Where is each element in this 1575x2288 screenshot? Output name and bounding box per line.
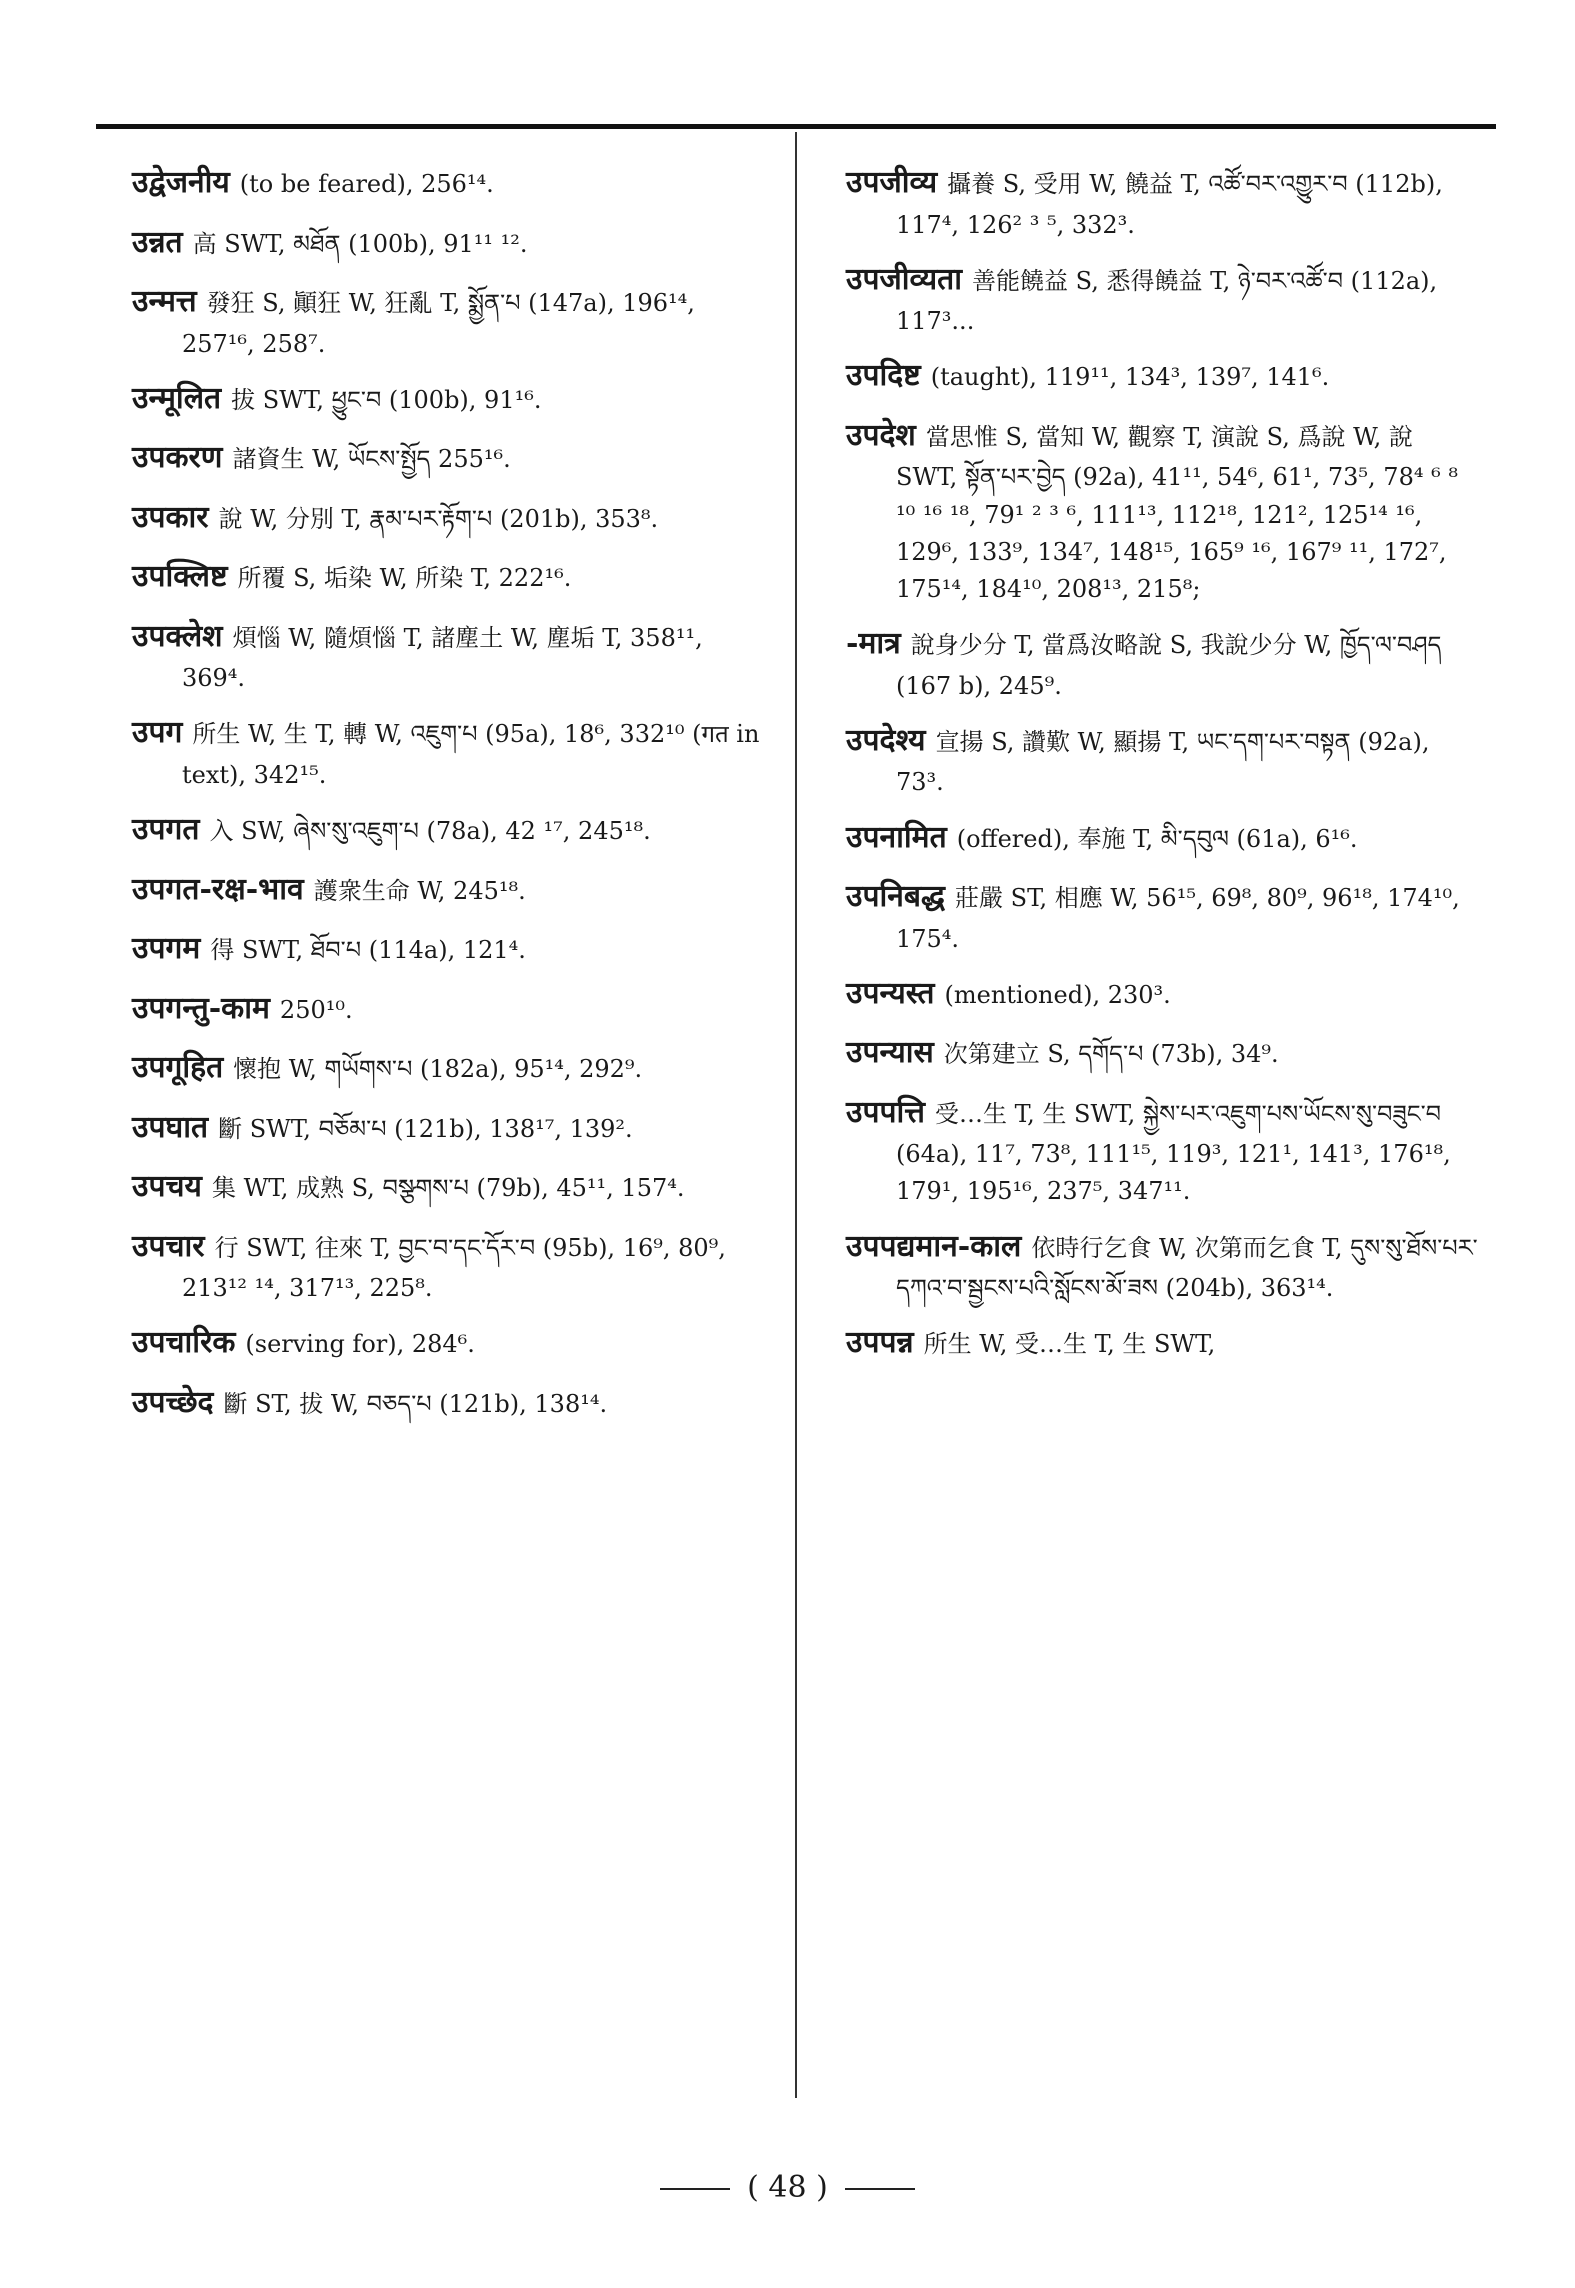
dictionary-entry	[132, 710, 772, 794]
entry-headword: उपचारिक	[132, 1325, 236, 1361]
entry-headword: उपचार	[132, 1228, 205, 1264]
entry-headword: उपजीव्यता	[846, 261, 963, 297]
entry-definition: 當思惟 S, 當知 W, 觀察 T, 演說 S, 爲說 W, 說 SWT, སྟོན་པར་བྱེད (92a), 41¹¹, 54⁶, 61¹, 73⁵, 78⁴ ⁶ ⁸ ¹⁰ ¹⁶ ¹⁸, 79¹ ² ³ ⁶, 111¹³, 112¹⁸, 121², 125¹⁴ ¹⁶, 129⁶, 133⁹, 134⁷, 148¹⁵, 165⁹ ¹⁶, 167⁹ ¹¹, 172⁷, 175¹⁴, 184¹⁰, 208¹³, 215⁸;	[896, 422, 1458, 603]
dictionary-entry	[132, 986, 772, 1033]
entry-definition: 發狂 S, 顚狂 W, 狂亂 T, སྨྱོན་པ (147a), 196¹⁴, 257¹⁶, 258⁷.	[182, 289, 695, 358]
entry-headword: उपपत्ति	[846, 1094, 926, 1130]
dictionary-entry	[846, 1320, 1478, 1367]
entry-headword: उपच्छेद	[132, 1384, 214, 1420]
dictionary-entry	[132, 1380, 772, 1427]
dictionary-entry	[132, 1045, 772, 1092]
entry-headword: -मात्र	[846, 626, 901, 662]
entry-headword: उद्वेजनीय	[132, 165, 230, 200]
dictionary-entry	[132, 160, 772, 207]
dictionary-entry	[846, 1090, 1478, 1211]
entry-definition: 懷抱 W, གཡོགས་པ (182a), 95¹⁴, 292⁹.	[233, 1055, 643, 1084]
entry-headword: उपपन्न	[846, 1325, 914, 1361]
entry-headword: उपक्लेश	[132, 618, 223, 654]
dictionary-entry	[132, 495, 772, 542]
entry-headword: उपदिष्ट	[846, 358, 921, 394]
entry-headword: उन्मत्त	[132, 284, 197, 319]
entry-headword: उपन्यास	[846, 1035, 934, 1071]
page-number-text: ( 48 )	[747, 2170, 828, 2205]
entry-definition: 得 SWT, ཐོབ་པ (114a), 121⁴.	[210, 936, 526, 965]
dictionary-entry	[846, 413, 1478, 608]
entry-definition: (mentioned), 230³.	[944, 980, 1171, 1009]
dictionary-entry	[132, 554, 772, 601]
entry-definition: 莊嚴 ST, 相應 W, 56¹⁵, 69⁸, 80⁹, 96¹⁸, 174¹⁰, 175⁴.	[896, 884, 1460, 953]
entry-definition: 攝養 S, 受用 W, 饒益 T, འཚོ་བར་འགྱུར་བ (112b), 117⁴, 126² ³ ⁵, 332³.	[896, 170, 1443, 239]
entry-headword: उपकरण	[132, 440, 223, 476]
entry-headword: उपदेश	[846, 417, 916, 453]
entry-definition: 依時行乞食 W, 次第而乞食 T, དུས་སུ་ཐོས་པར་དཀའ་བ་སྦྱངས་པའི་སློངས་མོ་ཟས (204b), 363¹⁴.	[896, 1233, 1478, 1303]
entry-definition: 諸資生 W, ཡོངས་སྤྱོད 255¹⁶.	[232, 445, 511, 474]
entry-headword: उपगूहित	[132, 1050, 224, 1086]
dictionary-entry	[846, 160, 1478, 244]
entry-definition: 行 SWT, 往來 T, བྱང་བ་དང་དོར་བ (95b), 16⁹, 80⁹, 213¹² ¹⁴, 317¹³, 225⁸.	[182, 1233, 726, 1303]
dictionary-entry	[132, 807, 772, 854]
folio-dash-right	[845, 2188, 915, 2190]
dictionary-entry	[132, 926, 772, 973]
dictionary-entry	[846, 718, 1478, 802]
top-rule	[96, 124, 1496, 129]
entry-definition: 受…生 T, 生 SWT, སྐྱེས་པར་འཇུག་པས་ཡོངས་སུ་བཟུང་བ (64a), 11⁷, 73⁸, 111¹⁵, 119³, 121¹, 141³, 176¹⁸, 179¹, 195¹⁶, 237⁵, 347¹¹.	[896, 1099, 1451, 1206]
entry-headword: उपघात	[132, 1109, 209, 1145]
dictionary-entry	[846, 874, 1478, 958]
entry-definition: 護衆生命 W, 245¹⁸.	[313, 876, 526, 905]
entry-headword: उन्नत	[132, 224, 183, 260]
entry-headword: उपक्लिष्ट	[132, 559, 228, 595]
entry-definition: (offered), 奉施 T, མི་དབུལ (61a), 6¹⁶.	[956, 824, 1358, 853]
entry-headword: उपन्यस्त	[846, 975, 935, 1011]
entry-definition: 所覆 S, 垢染 W, 所染 T, 222¹⁶.	[237, 564, 572, 593]
entry-definition: (to be feared), 256¹⁴.	[239, 170, 494, 198]
dictionary-entry	[132, 1320, 772, 1367]
entry-headword: उपगत	[132, 812, 200, 848]
dictionary-entry	[132, 1224, 772, 1308]
entry-definition: 說身少分 T, 當爲汝略說 S, 我說少分 W, ཁྱོད་ལ་བཤད (167 b), 245⁹.	[896, 631, 1442, 700]
entry-definition: 煩惱 W, 隨煩惱 T, 諸塵土 W, 塵垢 T, 358¹¹, 369⁴.	[182, 623, 703, 693]
entry-headword: उपग	[132, 715, 183, 751]
entry-headword: उपगम	[132, 931, 201, 967]
entry-definition: 所生 W, 受…生 T, 生 SWT,	[923, 1330, 1216, 1359]
dictionary-entry	[132, 279, 772, 363]
entry-headword: उपगत-रक्ष-भाव	[132, 871, 304, 907]
entry-headword: उपनिबद्ध	[846, 879, 945, 914]
dictionary-entry	[846, 353, 1478, 400]
dictionary-entry	[846, 257, 1478, 341]
left-column	[132, 160, 772, 1439]
folio-dash-left	[660, 2188, 730, 2190]
entry-definition: (taught), 119¹¹, 134³, 139⁷, 141⁶.	[930, 363, 1330, 392]
entry-definition: 宣揚 S, 讚歎 W, 顯揚 T, ཡང་དག་པར་བསྟན (92a), 73³.	[896, 727, 1430, 797]
entry-definition: 250¹⁰.	[279, 995, 353, 1024]
entry-headword: उपदेश्य	[846, 722, 926, 758]
dictionary-entry	[132, 1105, 772, 1152]
entry-definition: (serving for), 284⁶.	[245, 1330, 475, 1359]
dictionary-entry	[132, 1164, 772, 1211]
entry-definition: 斷 ST, 拔 W, བཅད་པ (121b), 138¹⁴.	[223, 1389, 608, 1418]
dictionary-entry	[846, 815, 1478, 862]
entry-definition: 高 SWT, མཐོན (100b), 91¹¹ ¹².	[192, 229, 528, 258]
right-column	[846, 160, 1478, 1380]
dictionary-entry	[846, 971, 1478, 1018]
entry-headword: उपनामित	[846, 819, 947, 855]
page-number	[0, 2170, 1575, 2205]
dictionary-entry	[132, 220, 772, 267]
entry-headword: उन्मूलित	[132, 380, 222, 416]
entry-definition: 所生 W, 生 T, 轉 W, འཇུག་པ (95a), 18⁶, 332¹⁰ (गत in text), 342¹⁵.	[182, 720, 760, 789]
dictionary-entry	[132, 614, 772, 698]
column-divider	[795, 132, 797, 2098]
entry-definition: 集 WT, 成熟 S, བསྩགས་པ (79b), 45¹¹, 157⁴.	[211, 1174, 685, 1203]
dictionary-entry	[846, 621, 1478, 705]
dictionary-entry	[846, 1224, 1478, 1308]
entry-definition: 入 SW, ཞེས་སུ་འཇུག་པ (78a), 42 ¹⁷, 245¹⁸.	[209, 817, 651, 846]
entry-headword: उपकार	[132, 499, 209, 535]
entry-headword: उपचय	[132, 1169, 202, 1205]
entry-definition: 次第建立 S, དགོད་པ (73b), 34⁹.	[943, 1040, 1279, 1069]
entry-headword: उपपद्यमान-काल	[846, 1228, 1022, 1264]
entry-definition: 善能饒益 S, 悉得饒益 T, ཉེ་བར་འཚོ་བ (112a), 117³...	[896, 266, 1438, 336]
dictionary-entry	[132, 376, 772, 423]
entry-definition: 拔 SWT, ཕྱུང་བ (100b), 91¹⁶.	[231, 385, 542, 414]
dictionary-entry	[132, 435, 772, 482]
entry-definition: 說 W, 分別 T, རྣམ་པར་རྟོག་པ (201b), 353⁸.	[218, 504, 659, 533]
entry-headword: उपगन्तु-काम	[132, 990, 270, 1026]
entry-headword: उपजीव्य	[846, 165, 938, 200]
dictionary-entry	[846, 1030, 1478, 1077]
entry-definition: 斷 SWT, བཅོམ་པ (121b), 138¹⁷, 139².	[218, 1114, 633, 1143]
dictionary-entry	[132, 867, 772, 914]
